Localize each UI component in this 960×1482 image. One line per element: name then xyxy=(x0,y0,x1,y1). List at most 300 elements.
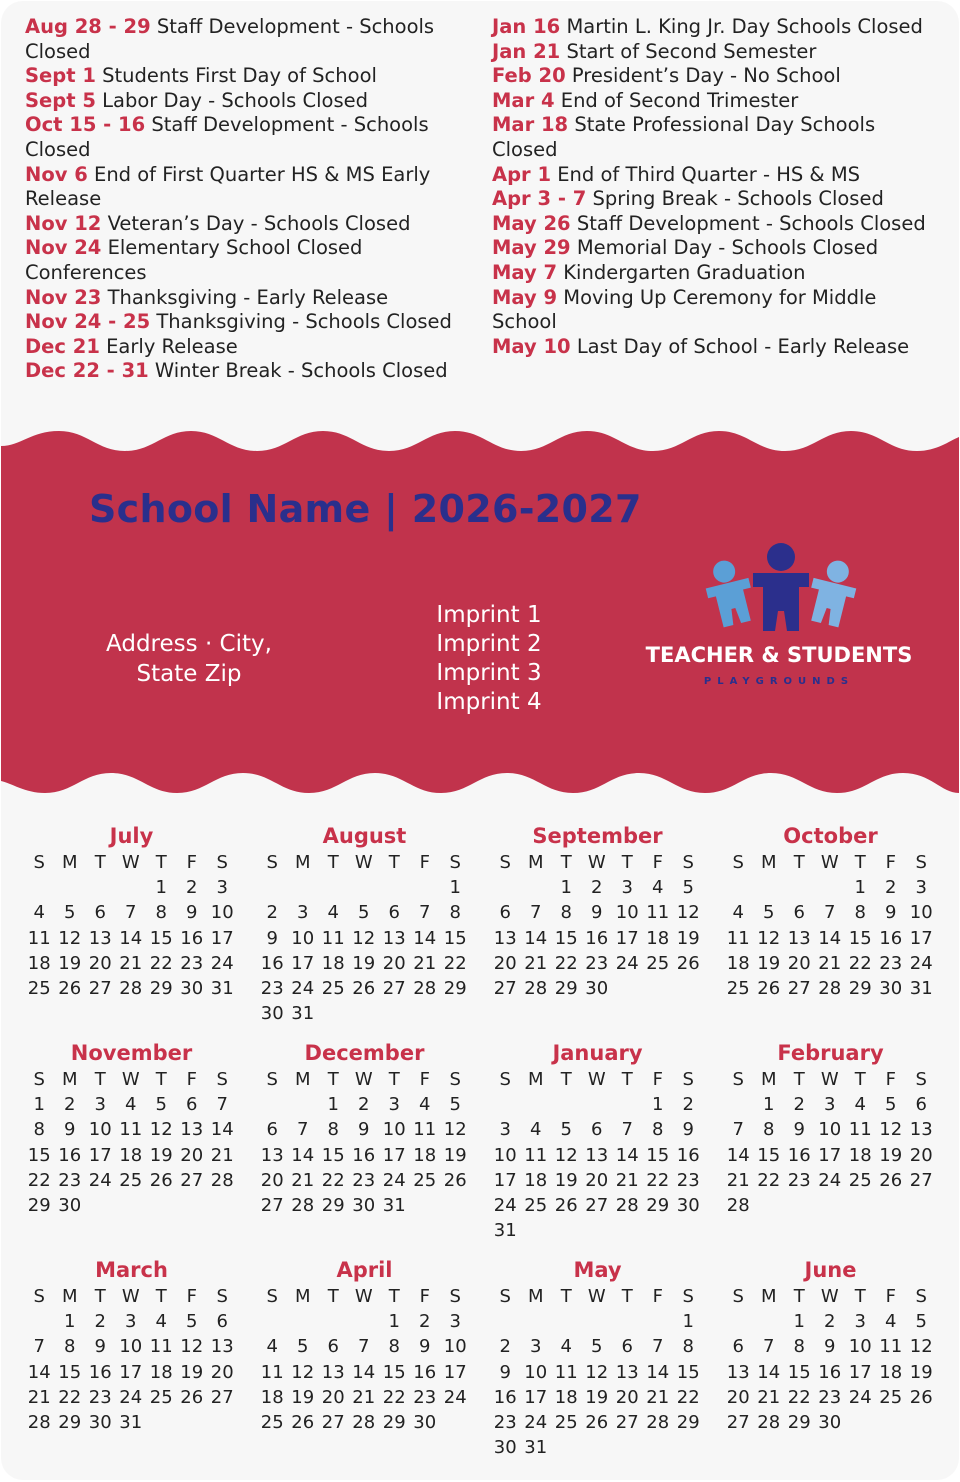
month-title: October xyxy=(783,824,878,848)
weekday-label: M xyxy=(294,1286,311,1307)
day-number: 3 xyxy=(499,1119,511,1141)
day-number: 21 xyxy=(757,1386,781,1408)
empty-day xyxy=(754,875,785,900)
city-state-zip-line: State Zip xyxy=(136,661,242,687)
day-number: 17 xyxy=(493,1169,517,1191)
day-number: 27 xyxy=(615,1411,639,1433)
event-date: Jan 16 xyxy=(492,15,561,38)
weekday-label: S xyxy=(915,1286,927,1307)
day-number: 7 xyxy=(419,902,431,924)
event-item xyxy=(25,236,470,285)
weekday-label: F xyxy=(652,852,663,873)
event-date: Dec 22 - 31 xyxy=(25,359,149,383)
day-grid xyxy=(257,1067,472,1218)
day-number: 9 xyxy=(793,1119,805,1141)
weekday-label: F xyxy=(885,1069,896,1090)
day-number: 16 xyxy=(787,1144,811,1166)
day-number: 10 xyxy=(382,1119,406,1141)
event-text: Thanksgiving - Early Release xyxy=(107,285,389,309)
day-number: 17 xyxy=(210,927,234,949)
day-number: 13 xyxy=(615,1361,639,1383)
day-number: 16 xyxy=(260,952,284,974)
day-number: 4 xyxy=(560,1336,572,1358)
day-number: 3 xyxy=(530,1336,542,1358)
event-item xyxy=(492,89,932,114)
day-number: 31 xyxy=(909,977,933,999)
day-number: 25 xyxy=(321,977,345,999)
day-number: 7 xyxy=(125,902,137,924)
event-text: Start of Second Semester xyxy=(566,39,817,63)
day-number: 28 xyxy=(352,1411,376,1433)
weekday-label: W xyxy=(820,1286,839,1307)
event-text: Thanksgiving - Schools Closed xyxy=(156,310,452,334)
day-number: 14 xyxy=(413,927,437,949)
weekday-label: T xyxy=(155,852,167,873)
event-item xyxy=(25,89,470,114)
day-number: 1 xyxy=(682,1311,694,1333)
day-number: 6 xyxy=(732,1336,744,1358)
day-number: 21 xyxy=(615,1169,639,1191)
day-number: 1 xyxy=(560,877,572,899)
event-date: Dec 21 xyxy=(25,334,100,358)
weekday-label: F xyxy=(419,1069,430,1090)
day-number: 4 xyxy=(33,902,45,924)
day-number: 31 xyxy=(382,1194,406,1216)
day-number: 27 xyxy=(210,1386,234,1408)
day-number: 28 xyxy=(524,977,548,999)
weekday-label: F xyxy=(885,852,896,873)
day-number: 3 xyxy=(621,877,633,899)
month-january xyxy=(490,1040,705,1257)
weekday-label: W xyxy=(121,1069,140,1090)
event-text: President’s Day - No School xyxy=(571,64,841,88)
day-number: 1 xyxy=(793,1311,805,1333)
day-number: 27 xyxy=(180,1169,204,1191)
day-number: 13 xyxy=(180,1119,204,1141)
day-number: 4 xyxy=(125,1094,137,1116)
event-item xyxy=(492,236,932,261)
day-number: 12 xyxy=(58,927,82,949)
day-number: 18 xyxy=(554,1386,578,1408)
weekday-label: T xyxy=(854,1286,866,1307)
day-number: 30 xyxy=(352,1194,376,1216)
day-number: 31 xyxy=(524,1437,548,1459)
day-number: 7 xyxy=(358,1336,370,1358)
day-number: 22 xyxy=(848,952,872,974)
day-number: 19 xyxy=(58,952,82,974)
weekday-label: T xyxy=(854,1069,866,1090)
month-title: November xyxy=(70,1041,193,1065)
day-number: 28 xyxy=(615,1194,639,1216)
day-number: 7 xyxy=(530,902,542,924)
event-item xyxy=(492,212,932,237)
event-text: Moving Up Ceremony for Middle School xyxy=(492,285,877,334)
weekday-label: S xyxy=(682,852,694,873)
weekday-label: T xyxy=(155,1069,167,1090)
day-number: 17 xyxy=(291,952,315,974)
day-number: 13 xyxy=(585,1144,609,1166)
day-number: 23 xyxy=(787,1169,811,1191)
day-number: 11 xyxy=(413,1119,437,1141)
day-number: 4 xyxy=(155,1311,167,1333)
day-number: 6 xyxy=(216,1311,228,1333)
day-number: 31 xyxy=(210,977,234,999)
day-number: 18 xyxy=(524,1169,548,1191)
day-number: 4 xyxy=(885,1311,897,1333)
day-number: 7 xyxy=(297,1119,309,1141)
event-text: Staff Development - Schools Closed xyxy=(576,211,926,235)
day-number: 4 xyxy=(419,1094,431,1116)
day-number: 2 xyxy=(499,1336,511,1358)
day-number: 30 xyxy=(260,1003,284,1025)
weekday-label: F xyxy=(186,852,197,873)
day-number: 15 xyxy=(646,1144,670,1166)
event-item xyxy=(25,335,470,360)
empty-day xyxy=(410,875,441,900)
day-number: 23 xyxy=(493,1411,517,1433)
day-number: 21 xyxy=(27,1386,51,1408)
day-number: 8 xyxy=(33,1119,45,1141)
day-number: 16 xyxy=(352,1144,376,1166)
day-number: 28 xyxy=(291,1194,315,1216)
empty-day xyxy=(288,1092,319,1117)
day-number: 13 xyxy=(493,927,517,949)
empty-day xyxy=(490,1092,521,1117)
day-number: 28 xyxy=(413,977,437,999)
day-number: 27 xyxy=(585,1194,609,1216)
month-title: June xyxy=(804,1258,857,1282)
day-number: 29 xyxy=(848,977,872,999)
event-text: Memorial Day - Schools Closed xyxy=(576,236,879,260)
day-grid xyxy=(24,1284,239,1435)
event-text: Students First Day of School xyxy=(102,64,377,88)
day-number: 11 xyxy=(646,902,670,924)
day-number: 11 xyxy=(879,1336,903,1358)
day-number: 17 xyxy=(88,1144,112,1166)
weekday-label: M xyxy=(760,1286,777,1307)
imprint-line-4: Imprint 4 xyxy=(436,689,542,715)
day-number: 23 xyxy=(413,1386,437,1408)
weekday-label: M xyxy=(61,1069,78,1090)
day-number: 2 xyxy=(358,1094,370,1116)
day-number: 12 xyxy=(443,1119,467,1141)
day-number: 29 xyxy=(646,1194,670,1216)
day-number: 26 xyxy=(291,1411,315,1433)
day-number: 2 xyxy=(266,902,278,924)
day-grid xyxy=(723,1067,938,1218)
weekday-label: T xyxy=(621,852,633,873)
day-number: 6 xyxy=(94,902,106,924)
day-number: 5 xyxy=(155,1094,167,1116)
weekday-label: F xyxy=(419,852,430,873)
event-date: Apr 3 - 7 xyxy=(492,187,587,211)
day-number: 26 xyxy=(676,952,700,974)
event-text: Early Release xyxy=(106,334,238,358)
day-number: 4 xyxy=(732,902,744,924)
weekday-label: T xyxy=(327,1069,339,1090)
day-number: 3 xyxy=(915,877,927,899)
weekday-label: M xyxy=(527,1069,544,1090)
weekday-label: W xyxy=(121,852,140,873)
event-date: Nov 6 xyxy=(25,162,88,186)
event-text: Last Day of School - Early Release xyxy=(576,334,910,358)
event-text: Kindergarten Graduation xyxy=(563,260,806,284)
day-number: 13 xyxy=(382,927,406,949)
day-number: 15 xyxy=(443,927,467,949)
weekday-label: S xyxy=(915,1069,927,1090)
day-number: 7 xyxy=(732,1119,744,1141)
day-number: 20 xyxy=(615,1386,639,1408)
day-number: 12 xyxy=(909,1336,933,1358)
day-number: 30 xyxy=(413,1411,437,1433)
day-number: 7 xyxy=(216,1094,228,1116)
day-number: 23 xyxy=(58,1169,82,1191)
day-number: 17 xyxy=(848,1361,872,1383)
day-number: 9 xyxy=(499,1361,511,1383)
weekday-label: F xyxy=(885,1286,896,1307)
day-number: 16 xyxy=(585,927,609,949)
day-number: 16 xyxy=(493,1386,517,1408)
day-number: 30 xyxy=(676,1194,700,1216)
day-number: 16 xyxy=(676,1144,700,1166)
day-number: 24 xyxy=(382,1169,406,1191)
month-title: January xyxy=(552,1041,643,1065)
empty-day xyxy=(551,1092,582,1117)
day-number: 26 xyxy=(757,977,781,999)
day-number: 2 xyxy=(885,877,897,899)
day-number: 1 xyxy=(449,877,461,899)
day-number: 20 xyxy=(321,1386,345,1408)
day-number: 13 xyxy=(726,1361,750,1383)
day-number: 6 xyxy=(327,1336,339,1358)
day-number: 5 xyxy=(591,1336,603,1358)
weekday-label: F xyxy=(186,1286,197,1307)
day-number: 15 xyxy=(382,1361,406,1383)
weekday-label: M xyxy=(294,852,311,873)
day-number: 2 xyxy=(64,1094,76,1116)
day-number: 23 xyxy=(352,1169,376,1191)
weekday-label: S xyxy=(266,1069,278,1090)
day-number: 29 xyxy=(443,977,467,999)
day-number: 22 xyxy=(676,1386,700,1408)
day-number: 7 xyxy=(824,902,836,924)
event-text: Staff Development - Schools Closed xyxy=(25,15,435,63)
day-number: 26 xyxy=(180,1386,204,1408)
day-number: 24 xyxy=(443,1386,467,1408)
day-number: 5 xyxy=(682,877,694,899)
day-grid xyxy=(257,850,472,1026)
day-number: 20 xyxy=(787,952,811,974)
month-title: July xyxy=(109,824,154,848)
day-number: 2 xyxy=(682,1094,694,1116)
day-number: 18 xyxy=(848,1144,872,1166)
day-number: 21 xyxy=(119,952,143,974)
day-number: 22 xyxy=(27,1169,51,1191)
empty-day xyxy=(349,875,380,900)
day-number: 29 xyxy=(787,1411,811,1433)
day-number: 6 xyxy=(591,1119,603,1141)
day-number: 8 xyxy=(449,902,461,924)
day-number: 22 xyxy=(149,952,173,974)
empty-day xyxy=(551,1309,582,1334)
month-title: May xyxy=(573,1258,622,1282)
day-number: 9 xyxy=(419,1336,431,1358)
day-number: 5 xyxy=(186,1311,198,1333)
day-number: 29 xyxy=(58,1411,82,1433)
day-number: 24 xyxy=(909,952,933,974)
weekday-label: T xyxy=(327,1286,339,1307)
event-date: Feb 20 xyxy=(492,64,566,88)
day-number: 4 xyxy=(266,1336,278,1358)
calendar-months xyxy=(24,823,944,1474)
day-number: 18 xyxy=(27,952,51,974)
day-number: 21 xyxy=(646,1386,670,1408)
day-number: 30 xyxy=(879,977,903,999)
event-date: May 10 xyxy=(492,334,571,358)
day-number: 24 xyxy=(493,1194,517,1216)
day-number: 7 xyxy=(763,1336,775,1358)
day-number: 19 xyxy=(585,1386,609,1408)
weekday-label: S xyxy=(216,852,228,873)
day-number: 9 xyxy=(358,1119,370,1141)
month-title: August xyxy=(322,824,407,848)
day-number: 17 xyxy=(443,1361,467,1383)
day-number: 20 xyxy=(180,1144,204,1166)
weekday-label: M xyxy=(61,1286,78,1307)
day-number: 21 xyxy=(818,952,842,974)
day-number: 11 xyxy=(524,1144,548,1166)
day-number: 30 xyxy=(818,1411,842,1433)
event-item xyxy=(25,15,470,64)
day-number: 15 xyxy=(27,1144,51,1166)
day-number: 12 xyxy=(676,902,700,924)
day-number: 27 xyxy=(493,977,517,999)
day-number: 30 xyxy=(585,977,609,999)
event-date: May 26 xyxy=(492,211,571,235)
day-number: 14 xyxy=(210,1119,234,1141)
day-number: 1 xyxy=(652,1094,664,1116)
event-item xyxy=(25,310,470,335)
day-number: 19 xyxy=(676,927,700,949)
month-august xyxy=(257,823,472,1040)
day-number: 8 xyxy=(793,1336,805,1358)
day-number: 5 xyxy=(449,1094,461,1116)
weekday-label: S xyxy=(266,852,278,873)
empty-day xyxy=(24,875,55,900)
empty-day xyxy=(349,1309,380,1334)
event-text: Veteran’s Day - Schools Closed xyxy=(107,211,411,235)
day-number: 25 xyxy=(848,1169,872,1191)
day-number: 28 xyxy=(818,977,842,999)
school-name-title: School Name | 2026-2027 xyxy=(89,487,642,531)
weekday-label: T xyxy=(388,1069,400,1090)
day-number: 10 xyxy=(443,1336,467,1358)
day-number: 6 xyxy=(186,1094,198,1116)
day-number: 12 xyxy=(879,1119,903,1141)
day-number: 1 xyxy=(33,1094,45,1116)
day-number: 24 xyxy=(848,1386,872,1408)
weekday-label: S xyxy=(449,1286,461,1307)
event-item xyxy=(25,64,470,89)
event-date: Mar 18 xyxy=(492,113,569,137)
event-date: Mar 4 xyxy=(492,88,555,112)
day-number: 3 xyxy=(216,877,228,899)
day-number: 23 xyxy=(260,977,284,999)
event-text: Winter Break - Schools Closed xyxy=(154,359,448,383)
day-number: 3 xyxy=(449,1311,461,1333)
event-item xyxy=(25,113,470,162)
day-number: 6 xyxy=(621,1336,633,1358)
weekday-label: S xyxy=(682,1286,694,1307)
day-number: 28 xyxy=(726,1194,750,1216)
day-number: 17 xyxy=(615,927,639,949)
empty-day xyxy=(288,875,319,900)
weekday-label: T xyxy=(155,1286,167,1307)
day-number: 28 xyxy=(757,1411,781,1433)
day-number: 15 xyxy=(757,1144,781,1166)
event-date: Aug 28 - 29 xyxy=(25,15,151,38)
day-number: 25 xyxy=(27,977,51,999)
event-item xyxy=(25,163,470,212)
event-item xyxy=(25,359,470,384)
day-number: 8 xyxy=(388,1336,400,1358)
weekday-label: T xyxy=(94,852,106,873)
day-number: 13 xyxy=(210,1336,234,1358)
day-grid xyxy=(723,1284,938,1435)
day-number: 10 xyxy=(88,1119,112,1141)
day-number: 9 xyxy=(94,1336,106,1358)
day-number: 6 xyxy=(388,902,400,924)
day-number: 28 xyxy=(27,1411,51,1433)
weekday-label: T xyxy=(560,1069,572,1090)
day-number: 27 xyxy=(321,1411,345,1433)
weekday-label: S xyxy=(449,852,461,873)
weekday-label: S xyxy=(33,1069,45,1090)
month-title: December xyxy=(304,1041,425,1065)
day-number: 5 xyxy=(64,902,76,924)
empty-day xyxy=(521,1309,552,1334)
event-item xyxy=(492,335,932,360)
weekday-label: M xyxy=(294,1069,311,1090)
empty-day xyxy=(257,875,288,900)
day-number: 21 xyxy=(352,1386,376,1408)
weekday-label: M xyxy=(527,852,544,873)
day-number: 19 xyxy=(554,1169,578,1191)
weekday-label: W xyxy=(587,1286,606,1307)
weekday-label: T xyxy=(94,1286,106,1307)
day-number: 24 xyxy=(818,1169,842,1191)
day-number: 8 xyxy=(64,1336,76,1358)
day-number: 12 xyxy=(585,1361,609,1383)
weekday-label: W xyxy=(121,1286,140,1307)
event-text: Martin L. King Jr. Day Schools Closed xyxy=(566,15,923,38)
day-number: 18 xyxy=(879,1361,903,1383)
empty-day xyxy=(490,1309,521,1334)
month-december xyxy=(257,1040,472,1257)
day-number: 2 xyxy=(824,1311,836,1333)
empty-day xyxy=(612,1309,643,1334)
day-number: 19 xyxy=(443,1144,467,1166)
day-number: 17 xyxy=(119,1361,143,1383)
empty-day xyxy=(582,1092,613,1117)
weekday-label: T xyxy=(621,1286,633,1307)
empty-day xyxy=(257,1092,288,1117)
day-number: 5 xyxy=(297,1336,309,1358)
day-number: 18 xyxy=(119,1144,143,1166)
day-number: 19 xyxy=(149,1144,173,1166)
weekday-label: T xyxy=(388,852,400,873)
day-grid xyxy=(723,850,938,1001)
